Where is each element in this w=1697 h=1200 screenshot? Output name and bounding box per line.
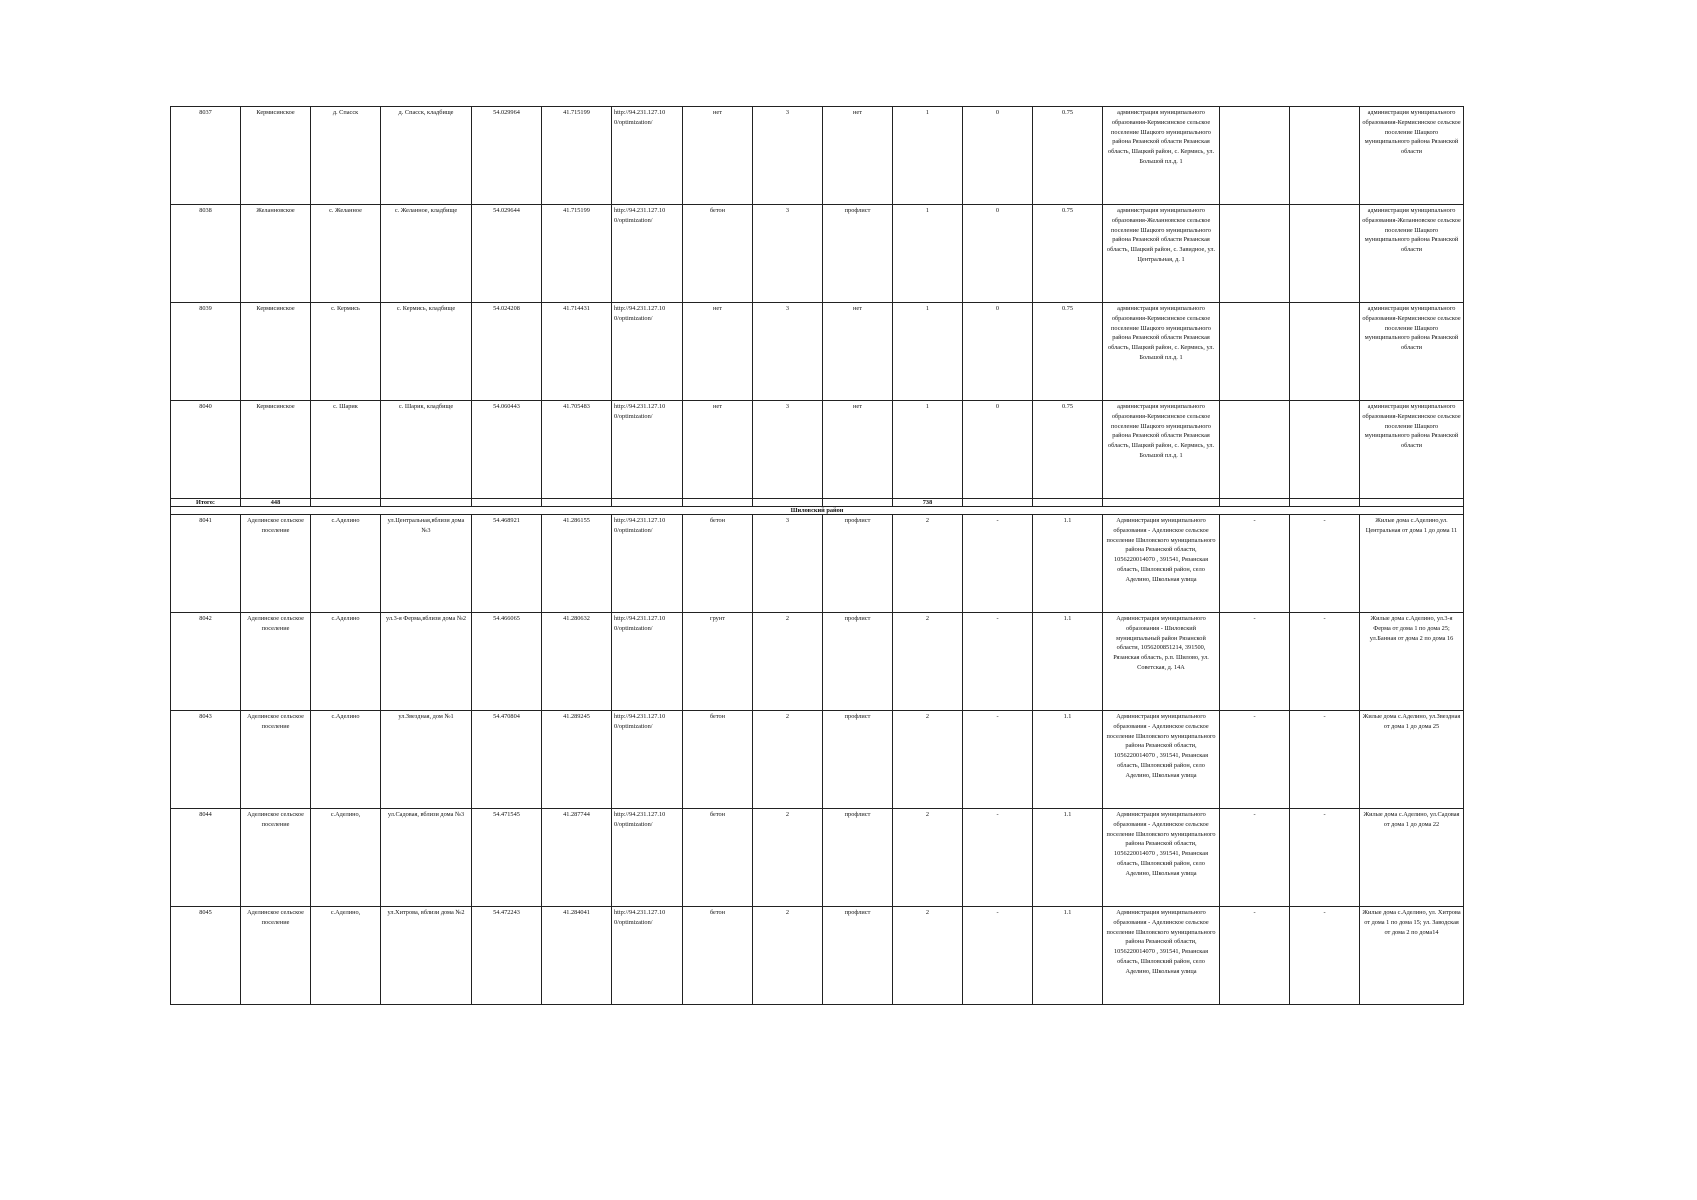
cell-empty <box>963 499 1033 507</box>
cell-settlement: Аделинское сельское поселение <box>241 613 311 711</box>
cell-owner: Администрация муниципального образования - Шиловский муниципальный район Рязанской области, 1056200851214, 391500, Рязанская область, р.п. Шилово, ул. Советская, д. 14А <box>1103 613 1220 711</box>
cell-c15: - <box>1220 907 1290 1005</box>
cell-owner: Администрация муниципального образования - Аделинское сельское поселение Шиловского муниципального района Рязанской области, 1056220014070 , 391541, Рязанская область, Шиловский район, село Аделино, Школьная улица <box>1103 907 1220 1005</box>
table-row <box>171 401 1464 499</box>
cell-source: администрация муниципального образования-Кермисинское сельское поселение Шацкого муниципального района Рязанской области <box>1360 401 1464 499</box>
cell-lat: 54.024208 <box>472 303 542 401</box>
cell-fence: профлист <box>823 711 893 809</box>
cell-c15: - <box>1220 515 1290 613</box>
table-row <box>171 809 1464 907</box>
cell-empty <box>823 499 893 507</box>
cell-empty <box>612 499 683 507</box>
cell-owner: Администрация муниципального образования - Аделинское сельское поселение Шиловского муниципального района Рязанской области, 1056220014070 , 391541, Рязанская область, Шиловский район, село Аделино, Школьная улица <box>1103 515 1220 613</box>
cell-area: 2 <box>753 711 823 809</box>
cell-cnt2: - <box>963 907 1033 1005</box>
cell-place: ул.Хитрова, вблизи дома №2 <box>381 907 472 1005</box>
cell-area: 3 <box>753 205 823 303</box>
cell-c16: - <box>1290 711 1360 809</box>
cell-containers: 1 <box>893 303 963 401</box>
cell-volume: 1.1 <box>1033 907 1103 1005</box>
table-row <box>171 303 1464 401</box>
cell-surface: бетон <box>683 515 753 613</box>
cell-url: http://94.231.127.10 0/optimization/ <box>612 401 683 499</box>
cell-surface: нет <box>683 401 753 499</box>
cell-c16 <box>1290 107 1360 205</box>
cell-area: 2 <box>753 809 823 907</box>
cell-surface: грунт <box>683 613 753 711</box>
cell-empty <box>753 499 823 507</box>
table-body <box>171 107 1464 1005</box>
cell-settlement: Аделинское сельское поселение <box>241 907 311 1005</box>
cell-empty <box>311 499 381 507</box>
district-row <box>171 507 1464 515</box>
cell-volume: 1.1 <box>1033 711 1103 809</box>
cell-surface: бетон <box>683 711 753 809</box>
cell-empty <box>1103 499 1220 507</box>
cell-volume: 0.75 <box>1033 107 1103 205</box>
cell-url: http://94.231.127.10 0/optimization/ <box>612 711 683 809</box>
cell-lon: 41.284041 <box>542 907 612 1005</box>
registry-table-page <box>170 106 1461 1005</box>
cell-locality: с.Аделино, <box>311 809 381 907</box>
cell-place: с. Шарик, кладбище <box>381 401 472 499</box>
cell-locality: с.Аделино <box>311 613 381 711</box>
cell-area: 3 <box>753 303 823 401</box>
cell-surface: бетон <box>683 809 753 907</box>
cell-id: 8044 <box>171 809 241 907</box>
cell-lon: 41.705483 <box>542 401 612 499</box>
cell-cnt2: - <box>963 711 1033 809</box>
cell-c15 <box>1220 205 1290 303</box>
cell-lon: 41.715199 <box>542 107 612 205</box>
cell-area: 2 <box>753 613 823 711</box>
cell-settlement: Аделинское сельское поселение <box>241 515 311 613</box>
cell-settlement: Кермисинское <box>241 303 311 401</box>
cell-lat: 54.471545 <box>472 809 542 907</box>
cell-surface: бетон <box>683 205 753 303</box>
cell-fence: профлист <box>823 515 893 613</box>
cell-cnt2: 0 <box>963 205 1033 303</box>
cell-containers: 2 <box>893 907 963 1005</box>
cell-empty <box>1290 499 1360 507</box>
cell-source: Жилые дома с.Аделино,ул. Центральная от дома 1 до дома 11 <box>1360 515 1464 613</box>
table-row <box>171 107 1464 205</box>
cell-empty <box>683 499 753 507</box>
cell-volume: 0.75 <box>1033 303 1103 401</box>
cell-volume: 1.1 <box>1033 613 1103 711</box>
cell-fence: профлист <box>823 809 893 907</box>
cell-url: http://94.231.127.10 0/optimization/ <box>612 613 683 711</box>
cell-cnt2: 0 <box>963 303 1033 401</box>
cell-url: http://94.231.127.10 0/optimization/ <box>612 107 683 205</box>
cell-empty <box>381 499 472 507</box>
total-label: Итого: <box>171 499 241 507</box>
cell-locality: с.Аделино <box>311 711 381 809</box>
cell-place: ул.Звездная, дом №1 <box>381 711 472 809</box>
cell-c16: - <box>1290 809 1360 907</box>
cell-id: 8037 <box>171 107 241 205</box>
cell-surface: бетон <box>683 907 753 1005</box>
cell-containers: 2 <box>893 711 963 809</box>
cell-id: 8043 <box>171 711 241 809</box>
cell-containers: 1 <box>893 401 963 499</box>
cell-c15: - <box>1220 809 1290 907</box>
cell-fence: профлист <box>823 205 893 303</box>
cell-lat: 54.060443 <box>472 401 542 499</box>
cell-cnt2: 0 <box>963 107 1033 205</box>
cell-lon: 41.287744 <box>542 809 612 907</box>
cell-locality: с. Шарик <box>311 401 381 499</box>
cell-owner: администрация муниципального образования-Желанновское сельское поселение Шацкого муниципального района Рязанской области Рязанская область, Шацкий район, с. Завидное, ул. Центральная, д. 1 <box>1103 205 1220 303</box>
cell-lat: 54.470804 <box>472 711 542 809</box>
table-row <box>171 205 1464 303</box>
cell-fence: нет <box>823 107 893 205</box>
cell-owner: администрация муниципального образования-Кермисинское сельское поселение Шацкого муниципального района Рязанской области Рязанская область, Шацкий район, с. Кермись, ул. Большой пл.д. 1 <box>1103 107 1220 205</box>
cell-locality: с.Аделино, <box>311 907 381 1005</box>
cell-id: 8038 <box>171 205 241 303</box>
cell-empty <box>542 499 612 507</box>
total-containers: 738 <box>893 499 963 507</box>
cell-source: Жилые дома с.Аделино, ул.Садовая от дома 1 до дома 22 <box>1360 809 1464 907</box>
cell-containers: 1 <box>893 107 963 205</box>
cell-c15 <box>1220 303 1290 401</box>
cell-place: ул.Центральная,вблизи дома №3 <box>381 515 472 613</box>
cell-containers: 2 <box>893 809 963 907</box>
cell-source: Жилые дома с.Аделино, ул.3-я Ферма от дома 1 по дома 25; ул.Банная от дома 2 по дома 16 <box>1360 613 1464 711</box>
total-count: 448 <box>241 499 311 507</box>
cell-c15 <box>1220 107 1290 205</box>
total-row <box>171 499 1464 507</box>
cell-c16 <box>1290 401 1360 499</box>
cell-place: д. Спасск, кладбище <box>381 107 472 205</box>
cell-url: http://94.231.127.10 0/optimization/ <box>612 205 683 303</box>
cell-lat: 54.029964 <box>472 107 542 205</box>
cell-url: http://94.231.127.10 0/optimization/ <box>612 303 683 401</box>
cell-source: Жилые дома с.Аделино, ул.Звездная от дома 1 до дома 25 <box>1360 711 1464 809</box>
cell-volume: 0.75 <box>1033 205 1103 303</box>
cell-settlement: Желанновское <box>241 205 311 303</box>
table-row <box>171 515 1464 613</box>
cell-empty <box>1220 499 1290 507</box>
cell-locality: с.Аделино <box>311 515 381 613</box>
registry-table <box>170 106 1464 1005</box>
cell-cnt2: - <box>963 809 1033 907</box>
cell-lat: 54.472243 <box>472 907 542 1005</box>
cell-settlement: Аделинское сельское поселение <box>241 809 311 907</box>
cell-owner: администрация муниципального образования-Кермисинское сельское поселение Шацкого муниципального района Рязанской области Рязанская область, Шацкий район, с. Кермись, ул. Большой пл.д. 1 <box>1103 303 1220 401</box>
cell-c15: - <box>1220 613 1290 711</box>
cell-settlement: Кермисинское <box>241 401 311 499</box>
cell-containers: 2 <box>893 515 963 613</box>
cell-fence: нет <box>823 303 893 401</box>
cell-fence: нет <box>823 401 893 499</box>
cell-settlement: Аделинское сельское поселение <box>241 711 311 809</box>
cell-lon: 41.289245 <box>542 711 612 809</box>
cell-place: ул.3-я Ферма,вблизи дома №2 <box>381 613 472 711</box>
cell-fence: профлист <box>823 907 893 1005</box>
cell-cnt2: 0 <box>963 401 1033 499</box>
table-row <box>171 907 1464 1005</box>
cell-c16 <box>1290 303 1360 401</box>
table-row <box>171 711 1464 809</box>
cell-empty <box>472 499 542 507</box>
cell-lat: 54.466065 <box>472 613 542 711</box>
cell-id: 8040 <box>171 401 241 499</box>
cell-cnt2: - <box>963 613 1033 711</box>
cell-lon: 41.280632 <box>542 613 612 711</box>
cell-id: 8045 <box>171 907 241 1005</box>
cell-url: http://94.231.127.10 0/optimization/ <box>612 809 683 907</box>
cell-id: 8041 <box>171 515 241 613</box>
cell-c16: - <box>1290 907 1360 1005</box>
cell-volume: 1.1 <box>1033 809 1103 907</box>
cell-empty <box>1360 499 1464 507</box>
cell-lon: 41.286155 <box>542 515 612 613</box>
cell-lon: 41.714431 <box>542 303 612 401</box>
cell-owner: Администрация муниципального образования - Аделинское сельское поселение Шиловского муниципального района Рязанской области, 1056220014070 , 391541, Рязанская область, Шиловский район, село Аделино, Школьная улица <box>1103 809 1220 907</box>
cell-c15 <box>1220 401 1290 499</box>
cell-c16 <box>1290 205 1360 303</box>
cell-fence: профлист <box>823 613 893 711</box>
cell-url: http://94.231.127.10 0/optimization/ <box>612 907 683 1005</box>
cell-locality: д. Спасск <box>311 107 381 205</box>
district-title: Шиловский район <box>171 507 1464 515</box>
cell-volume: 0.75 <box>1033 401 1103 499</box>
cell-locality: с. Желанное <box>311 205 381 303</box>
cell-locality: с. Кермись <box>311 303 381 401</box>
cell-empty <box>1033 499 1103 507</box>
cell-cnt2: - <box>963 515 1033 613</box>
cell-source: администрация муниципального образования-Желанновское сельское поселение Шацкого муниципального района Рязанской области <box>1360 205 1464 303</box>
cell-area: 2 <box>753 907 823 1005</box>
cell-source: администрация муниципального образования-Кермисинское сельское поселение Шацкого муниципального района Рязанской области <box>1360 303 1464 401</box>
cell-volume: 1.1 <box>1033 515 1103 613</box>
cell-place: с. Кермись, кладбище <box>381 303 472 401</box>
cell-c15: - <box>1220 711 1290 809</box>
cell-id: 8042 <box>171 613 241 711</box>
cell-place: ул.Садовая, вблизи дома №3 <box>381 809 472 907</box>
cell-surface: нет <box>683 303 753 401</box>
cell-settlement: Кермисинское <box>241 107 311 205</box>
cell-owner: администрация муниципального образования-Кермисинское сельское поселение Шацкого муниципального района Рязанской области Рязанская область, Шацкий район, с. Кермись, ул. Большой пл.д. 1 <box>1103 401 1220 499</box>
cell-owner: Администрация муниципального образования - Аделинское сельское поселение Шиловского муниципального района Рязанской области, 1056220014070 , 391541, Рязанская область, Шиловский район, село Аделино, Школьная улица <box>1103 711 1220 809</box>
cell-id: 8039 <box>171 303 241 401</box>
cell-c16: - <box>1290 613 1360 711</box>
cell-area: 3 <box>753 107 823 205</box>
cell-place: с. Желанное, кладбище <box>381 205 472 303</box>
cell-containers: 1 <box>893 205 963 303</box>
cell-source: администрация муниципального образования-Кермисинское сельское поселение Шацкого муниципального района Рязанской области <box>1360 107 1464 205</box>
table-row <box>171 613 1464 711</box>
cell-url: http://94.231.127.10 0/optimization/ <box>612 515 683 613</box>
cell-lon: 41.715199 <box>542 205 612 303</box>
cell-area: 3 <box>753 515 823 613</box>
cell-source: Жилые дома с.Аделино, ул. Хитрова от дома 1 по дома 15; ул. Заводская от дома 2 по дома14 <box>1360 907 1464 1005</box>
cell-c16: - <box>1290 515 1360 613</box>
cell-area: 3 <box>753 401 823 499</box>
cell-surface: нет <box>683 107 753 205</box>
cell-containers: 2 <box>893 613 963 711</box>
cell-lat: 54.029644 <box>472 205 542 303</box>
cell-lat: 54.468921 <box>472 515 542 613</box>
